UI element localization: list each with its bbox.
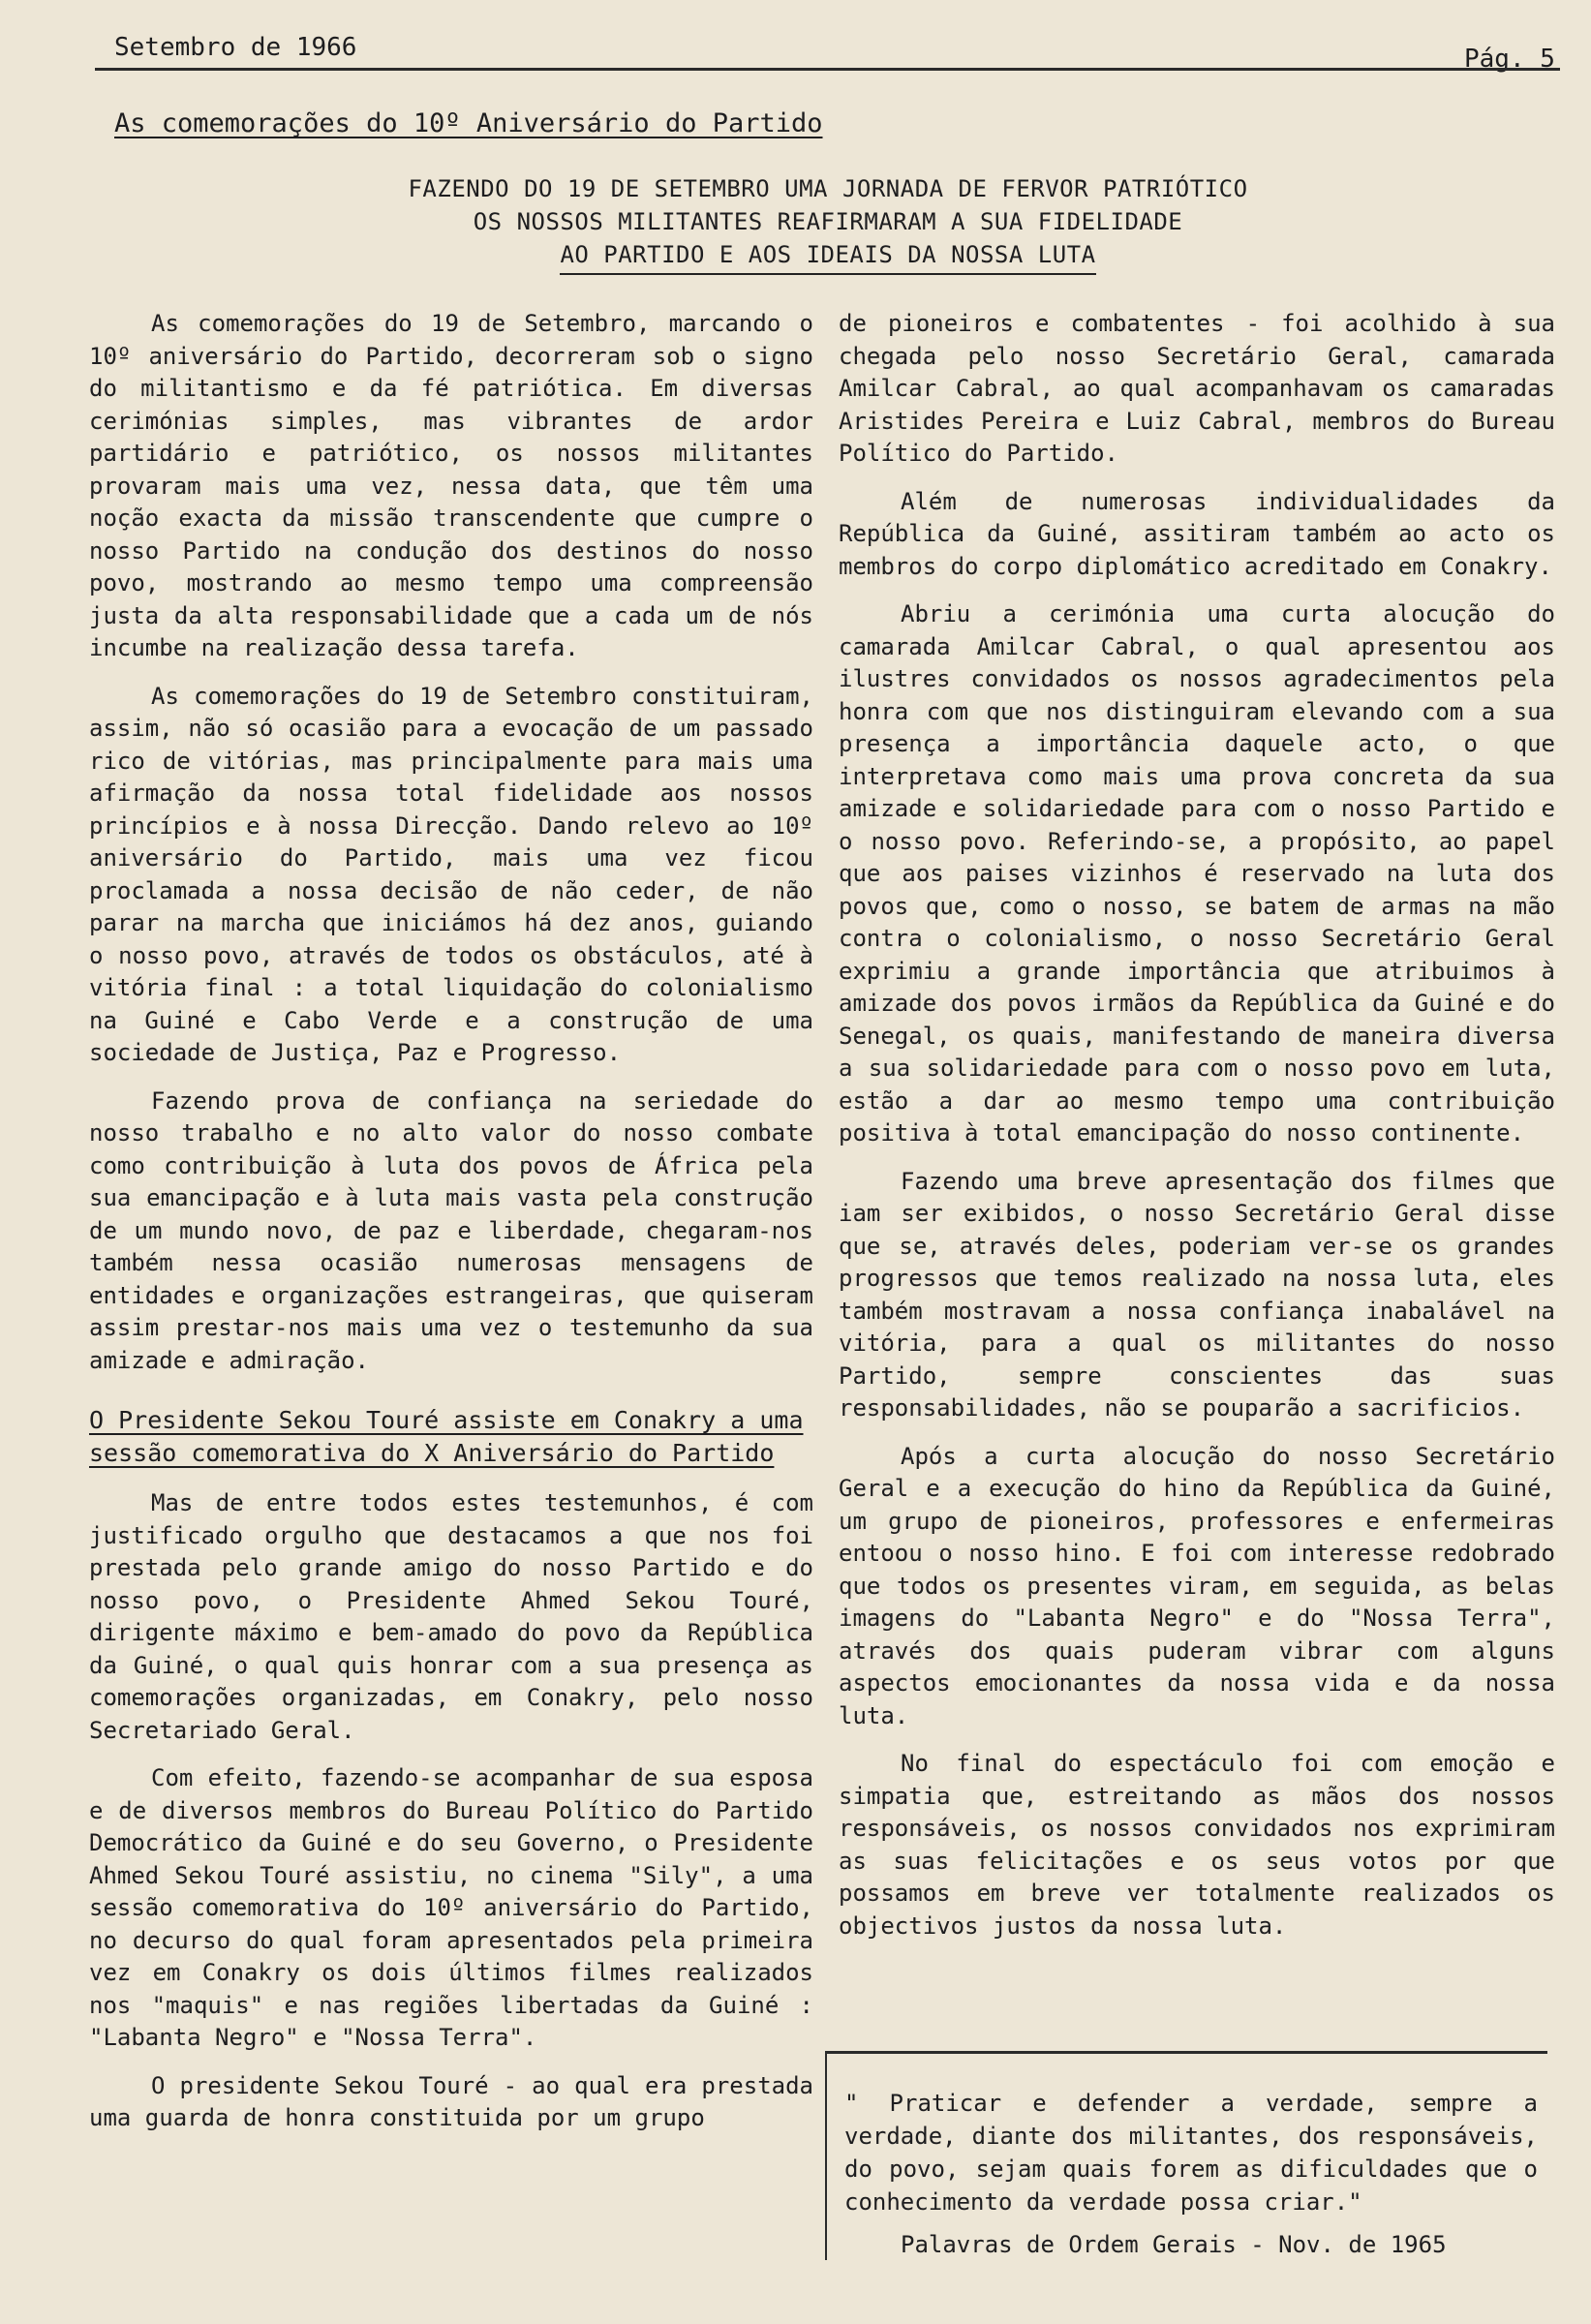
paragraph: No final do espectáculo foi com emoção e simpatia que, estreitando as mãos dos nossos responsáveis, os nossos convidados nos exprimiram as suas felicitações e os seus votos por que possamos em breve ver totalmente realizados os objectivos justos da nossa luta. xyxy=(839,1750,1555,1940)
headline-line-3: AO PARTIDO E AOS IDEAIS DA NOSSA LUTA xyxy=(560,238,1095,275)
quote-attribution: Palavras de Ordem Gerais - Nov. de 1965 xyxy=(901,2231,1447,2258)
left-column xyxy=(89,308,813,2151)
paragraph: As comemorações do 19 de Setembro constituiram, assim, não só ocasião para a evocação de um passado rico de vitórias, mas principalmente para mais uma afirmação da nossa total fidelidade aos nossos princípios e à nossa Direcção. Dando relevo ao 10º aniversário do Partido, mais uma vez ficou proclamada a nossa decisão de não ceder, de não parar na marcha que iniciámos há dez anos, guiando o nosso povo, através de todos os obstáculos, até à vitória final : a total liquidação do colonialismo na Guiné e Cabo Verde e a construção de uma sociedade de Justiça, Paz e Progresso. xyxy=(89,682,813,1066)
paragraph: Fazendo uma breve apresentação dos filmes que iam ser exibidos, o nosso Secretário Geral disse que se, através deles, poderiam ver-se os grandes progressos que temos realizado na nossa luta, eles também mostravam a nossa confiança inabalável na vitória, para a qual os militantes do nosso Partido, sempre conscientes das suas responsabilidades, não se pouparão a sacrificios. xyxy=(839,1167,1555,1422)
headline-line-2: OS NOSSOS MILITANTES REAFIRMARAM A SUA FIDELIDADE xyxy=(473,208,1183,235)
paragraph: As comemorações do 19 de Setembro, marcando o 10º aniversário do Partido, decorreram sob o signo do militantismo e da fé patriótica. Em diversas cerimónias simples, mas vibrantes de ardor partidário e patriótico, os nossos militantes provaram mais uma vez, nessa data, que têm uma noção exacta da missão transcendente que cumpre o nosso Partido na condução dos destinos do nosso povo, mostrando ao mesmo tempo uma compreensão justa da alta responsabilidade que a cada um de nós incumbe na realização dessa tarefa. xyxy=(89,310,813,661)
issue-date: Setembro de 1966 xyxy=(114,33,357,62)
page-number: Pág. 5 xyxy=(1464,45,1555,74)
headline-line-1: FAZENDO DO 19 DE SETEMBRO UMA JORNADA DE FERVOR PATRIÓTICO xyxy=(408,175,1248,202)
paragraph: Mas de entre todos estes testemunhos, é com justificado orgulho que destacamos a que nos foi prestada pelo grande amigo do nosso Partido e do nosso povo, o Presidente Ahmed Sekou Touré, dirigente máximo e bem-amado do povo da República da Guiné, o qual quis honrar com a sua presença as comemorações organizadas, em Conakry, pelo nosso Secretariado Geral. xyxy=(89,1489,813,1744)
paragraph: Após a curta alocução do nosso Secretário Geral e a execução do hino da República da Guiné, um grupo de pioneiros, professores e enfermeiras entoou o nosso hino. E foi com interesse redobrado que todos os presentes viram, em seguida, as belas imagens do "Labanta Negro" e do "Nossa Terra", através dos quais puderam vibrar com alguns aspectos emocionantes da nossa vida e da nossa luta. xyxy=(839,1442,1555,1729)
paragraph: Além de numerosas individualidades da República da Guiné, assitiram também ao acto os membros do corpo diplomático acreditado em Conakry. xyxy=(839,487,1555,580)
right-column xyxy=(839,308,1555,1958)
paragraph: Fazendo prova de confiança na seriedade do nosso trabalho e no alto valor do nosso combate como contribuição à luta dos povos de África pela sua emancipação e à luta mais vasta pela construção de um mundo novo, de paz e liberdade, chegaram-nos também nessa ocasião numerosas mensagens de entidades e organizações estrangeiras, que quiseram assim prestar-nos mais uma vez o testemunho da sua amizade e admiração. xyxy=(89,1086,813,1374)
header-rule xyxy=(95,68,1560,71)
paragraph: de pioneiros e combatentes - foi acolhido à sua chegada pelo nosso Secretário Geral, camarada Amilcar Cabral, ao qual acompanhavam os camaradas Aristides Pereira e Luiz Cabral, membros do Bureau Político do Partido. xyxy=(839,310,1555,467)
paragraph: O presidente Sekou Touré - ao qual era prestada uma guarda de honra constituida por um grupo xyxy=(89,2071,813,2131)
article-subheading: O Presidente Sekou Touré assiste em Conakry a uma sessão comemorativa do X Aniversário do Partido xyxy=(89,1406,804,1467)
headline xyxy=(349,172,1307,275)
paragraph: Com efeito, fazendo-se acompanhar de sua esposa e de diversos membros do Bureau Político do Partido Democrático da Guiné e do seu Governo, o Presidente Ahmed Sekou Touré assistiu, no cinema "Sily", a uma sessão comemorativa do 10º aniversário do Partido, no decurso do qual foram apresentados pela primeira vez em Conakry os dois últimos filmes realizados nos "maquis" e nas regiões libertadas da Guiné : "Labanta Negro" e "Nossa Terra". xyxy=(89,1764,813,2051)
section-title: As comemorações do 10º Aniversário do Partido xyxy=(114,108,823,138)
quote-text: " Praticar e defender a verdade, sempre a verdade, diante dos militantes, dos responsáveis, do povo, sejam quais forem as dificuldades que o conhecimento da verdade possa criar." xyxy=(844,2090,1538,2216)
quote-box xyxy=(825,2051,1547,2260)
paragraph: Abriu a cerimónia uma curta alocução do camarada Amilcar Cabral, o qual apresentou aos ilustres convidados os nossos agradecimentos pela honra com que nos distinguiram elevando com a sua presença a importância daquele acto, o que interpretava como mais uma prova concreta da sua amizade e solidariedade para com o nosso Partido e o nosso povo. Referindo-se, a propósito, ao papel que aos paises vizinhos é reservado na luta dos povos que, como o nosso, se batem de armas na mão contra o colonialismo, o nosso Secretário Geral exprimiu a grande importância que atribuimos à amizade dos povos irmãos da República da Guiné e do Senegal, os quais, manifestando de maneira diversa a sua solidariedade para com o nosso povo em luta, estão a dar ao mesmo tempo uma contribuição positiva à total emancipação do nosso continente. xyxy=(839,600,1555,1147)
